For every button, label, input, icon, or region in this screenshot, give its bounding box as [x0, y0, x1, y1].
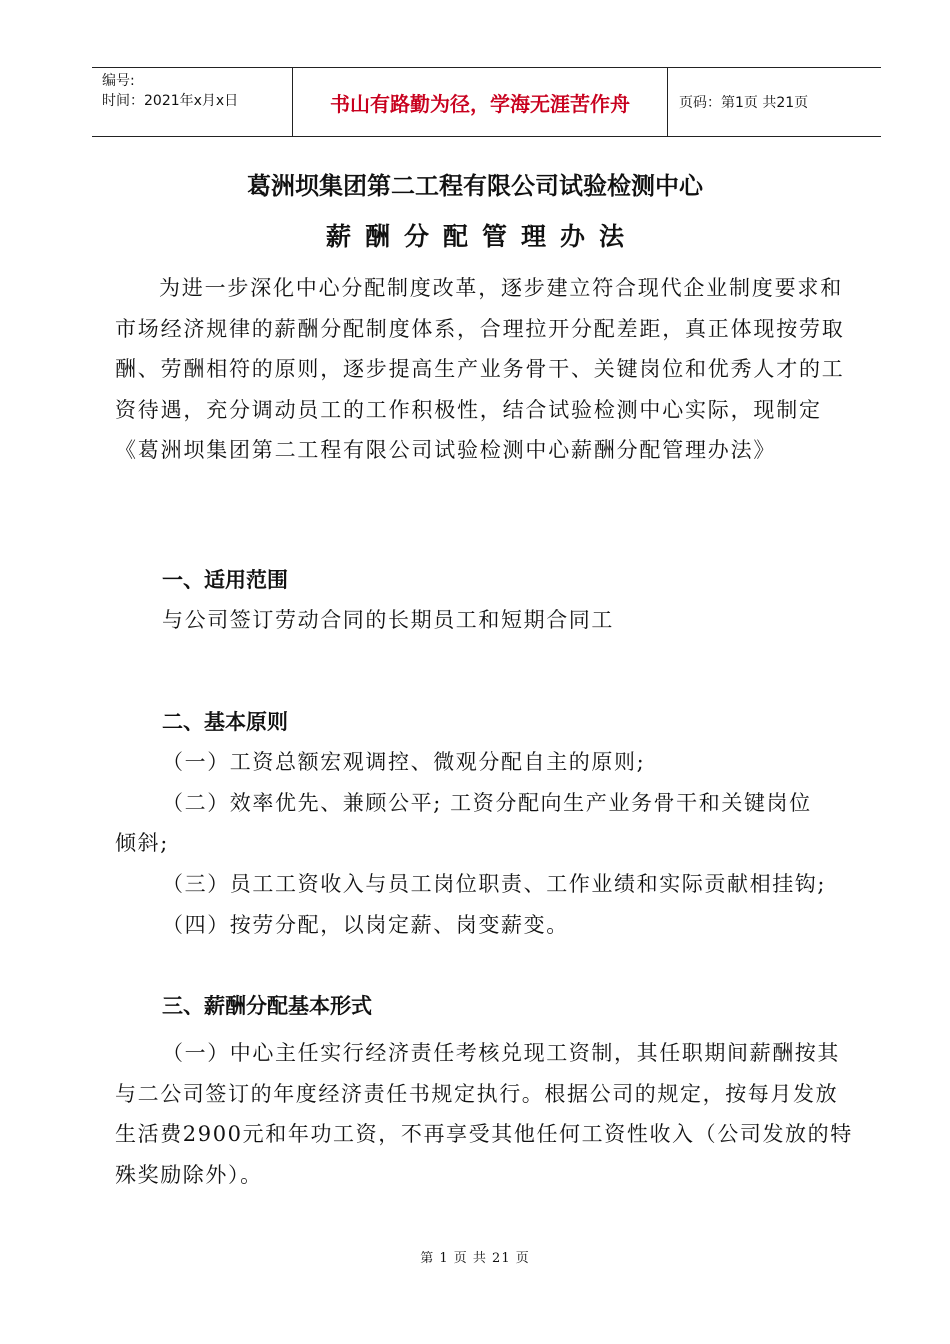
section-3-text: （一）中心主任实行经济责任考核兑现工资制，其任职期间薪酬按其与二公司签订的年度经济责任书规定执行。根据公司的规定，按每月发放生活费2900元和年功工资，不再享受其他任何工资性收入（公司发放的特殊奖励除外）。: [115, 1041, 853, 1187]
page-footer: 第 1 页 共 21 页: [420, 1251, 530, 1266]
principle-item-continuation: 倾斜;: [115, 831, 169, 855]
document-subtitle: 薪酬分配管理办法: [325, 222, 638, 251]
header-motto: 书山有路勤为径，学海无涯苦作舟: [292, 68, 668, 136]
header-meta: [92, 68, 292, 136]
header-page-label: 页码：第1页 共21页: [679, 95, 809, 111]
principle-item: （四）按劳分配，以岗定薪、岗变薪变。: [162, 913, 569, 937]
page-header: [92, 67, 881, 137]
principle-item: （三）员工工资收入与员工岗位职责、工作业绩和实际贡献相挂钩;: [162, 872, 827, 896]
section-3-heading: 三、薪酬分配基本形式: [162, 994, 372, 1018]
document-title: 葛洲坝集团第二工程有限公司试验检测中心: [247, 172, 703, 200]
section-1-heading: 一、适用范围: [162, 568, 288, 592]
section-1-text: 与公司签订劳动合同的长期员工和短期合同工: [162, 608, 614, 632]
intro-paragraph: 为进一步深化中心分配制度改革，逐步建立符合现代企业制度要求和市场经济规律的薪酬分配制度体系，合理拉开分配差距，真正体现按劳取酬、劳酬相符的原则，逐步提高生产业务骨干、关键岗位和优秀人才的工资待遇，充分调动员工的工作积极性，结合试验检测中心实际，现制定《葛洲坝集团第二工程有限公司试验检测中心薪酬分配管理办法》: [115, 276, 845, 462]
principle-item: （一）工资总额宏观调控、微观分配自主的原则;: [162, 750, 646, 774]
document-number-label: 编号:: [102, 73, 135, 89]
document-time-label: 时间：2021年x月x日: [102, 93, 239, 109]
section-2-heading: 二、基本原则: [162, 710, 288, 734]
header-page-info: [667, 68, 881, 136]
principle-item: （二）效率优先、兼顾公平; 工资分配向生产业务骨干和关键岗位: [162, 791, 812, 815]
